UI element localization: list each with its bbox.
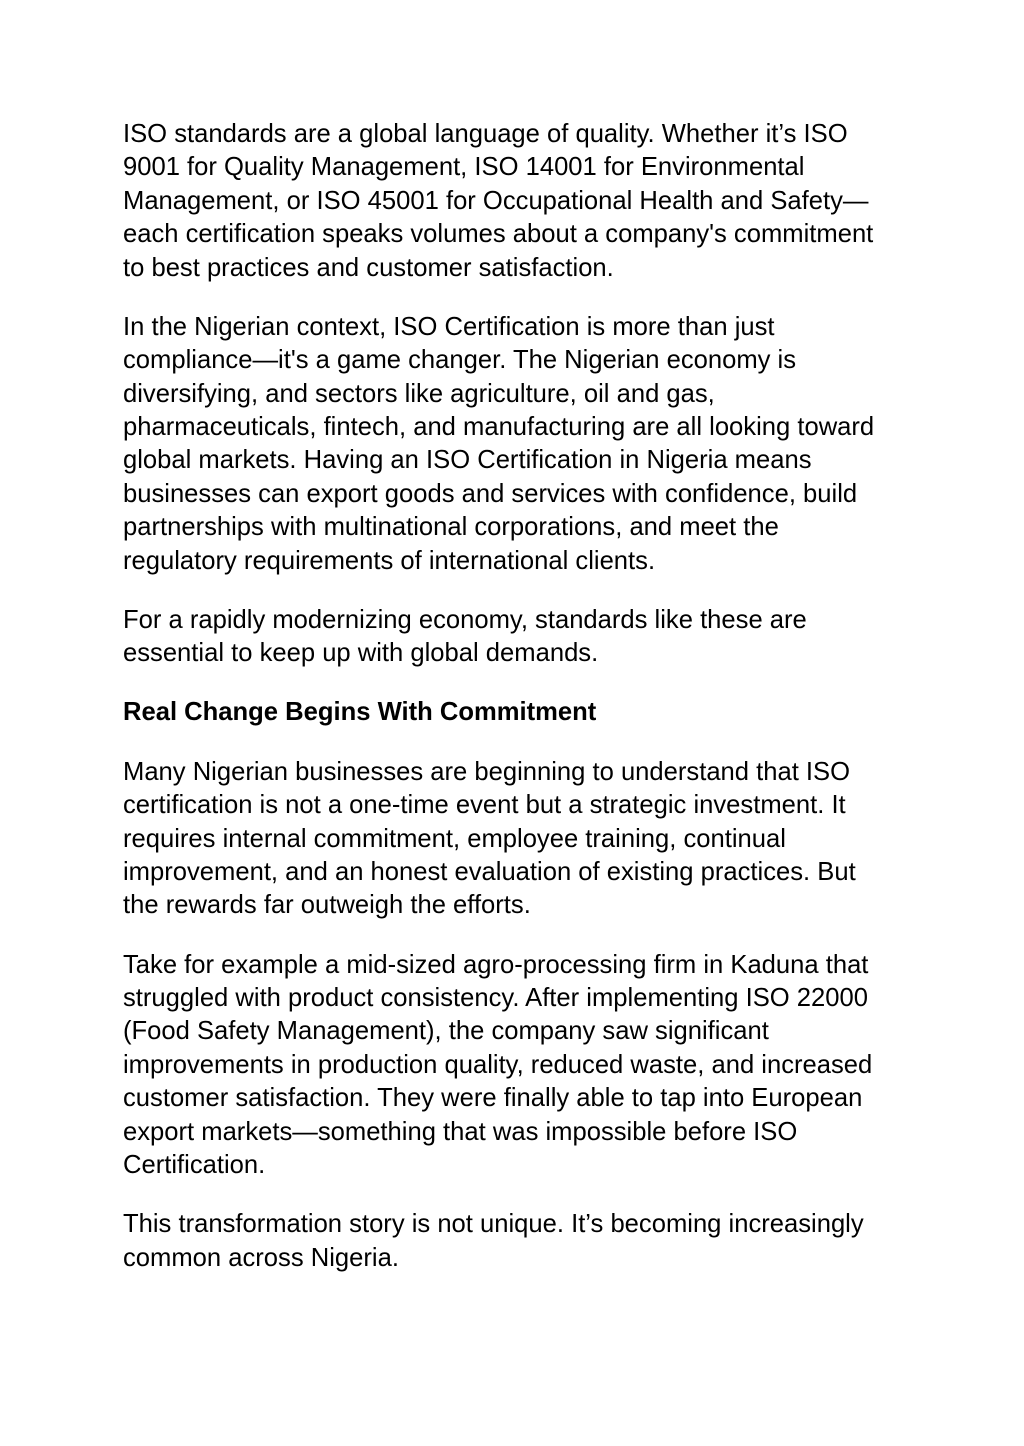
text-content bbox=[123, 118, 891, 1301]
paragraph-modernizing: For a rapidly modernizing economy, standards like these are essential to keep up with global demands. bbox=[123, 605, 807, 668]
paragraph-commitment: Many Nigerian businesses are beginning to understand that ISO certification is not a one-time event but a strategic investment. It requires internal commitment, employee training, continual improvement, and an honest evaluation of existing practices. But the rewards far outweigh the efforts. bbox=[123, 757, 856, 920]
paragraph-nigerian-context: In the Nigerian context, ISO Certification is more than just compliance—it's a game changer. The Nigerian economy is diversifying, and sectors like agriculture, oil and gas, pharmaceuticals, fintech, and manufacturing are all looking toward global markets. Having an ISO Certification in Nigeria means businesses can export goods and services with confidence, build partnerships with multinational corporations, and meet the regulatory requirements of international clients. bbox=[123, 312, 875, 575]
paragraph-kaduna-example: Take for example a mid-sized agro-processing firm in Kaduna that struggled with product consistency. After implementing ISO 22000 (Food Safety Management), the company saw significant improvements in production quality, reduced waste, and increased customer satisfaction. They were finally able to tap into European export markets—something that was impossible before ISO Certification. bbox=[123, 950, 873, 1179]
paragraph-transformation: This transformation story is not unique. It’s becoming increasingly common across Nigeria. bbox=[123, 1210, 864, 1272]
paragraph-intro: ISO standards are a global language of quality. Whether it’s ISO 9001 for Quality Management, ISO 14001 for Environmental Management, or ISO 45001 for Occupational Health and Safety—each certification speaks volumes about a company's commitment to best practices and customer satisfaction. bbox=[123, 120, 874, 282]
section-heading: Real Change Begins With Commitment bbox=[123, 698, 597, 727]
